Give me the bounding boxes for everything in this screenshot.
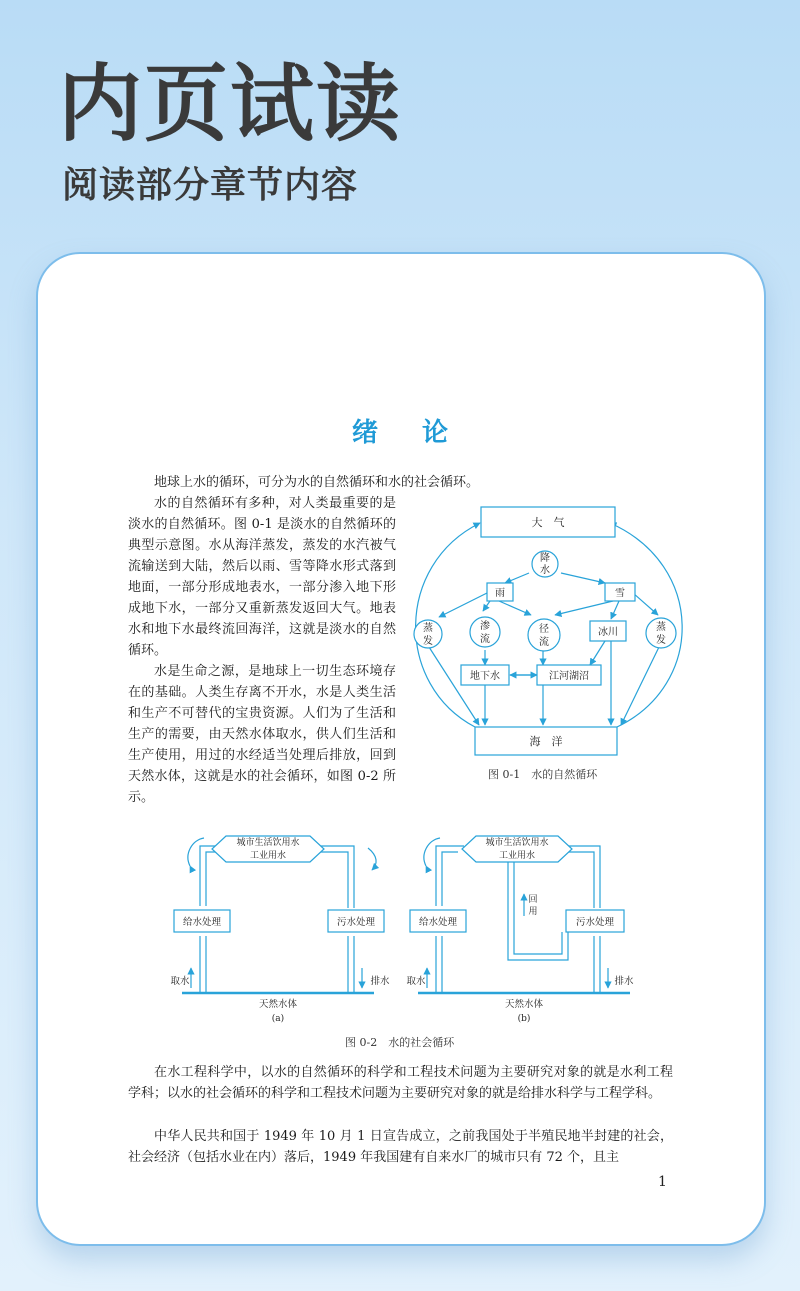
fig1-atmosphere-label: 大 气 [531,516,565,529]
banner-subtitle: 阅读部分章节内容 [62,165,359,206]
fig1-runoff-1: 径 [539,624,549,635]
fig1-precip-label-2: 水 [540,565,550,576]
fig2a-city-bottom: 工业用水 [249,851,287,861]
paragraph-intro: 地球上水的循环，可分为水的自然循环和水的社会循环。 [154,475,480,490]
fig2b-reuse-1: 回 [528,895,538,905]
fig2a-supply-treatment: 给水处理 [182,917,222,928]
fig1-infiltration-2: 流 [480,634,490,645]
fig1-evap-left-2: 发 [423,636,433,647]
fig1-evap-right-1: 蒸 [656,622,666,633]
fig2a-label: (a) [271,1014,285,1024]
paragraph-history: 中华人民共和国于 1949 年 10 月 1 日宣告成立，之前我国处于半殖民地半封建的社会，社会经济（包括水业在内）落后，1949 年我国建有自来水厂的城市只有 72 个，且主 [128,1129,673,1165]
paragraph-natural-cycle: 水的自然循环有多种，对人类最重要的是淡水的自然循环。图 0-1 是淡水的自然循环的典型示意图。水从海洋蒸发，蒸发的水汽被气流输送到大陆，然后以雨、雪等降水形式落到地面，一部分形成地表水，一部分渗入地下形成地下水，一部分又重新蒸发返回大气。地表水和地下水最终流回海洋，这就是淡水的自然循环。 [128,496,396,658]
fig1-evap-left-1: 蒸 [423,623,433,634]
paragraph-social-cycle: 水是生命之源，是地球上一切生态环境存在的基础。人类生存离不开水，水是人类生活和生产不可替代的宝贵资源。人们为了生活和生产的需要，由天然水体取水，供人们生活和生产使用，用过的水经适当处理后排放，回到天然水体，这就是水的社会循环，如图 0-2 所示。 [128,664,396,805]
fig2a-natural-water: 天然水体 [258,999,298,1010]
fig2b-city-top: 城市生活饮用水 [485,838,549,848]
fig1-glacier-label: 冰川 [598,627,618,638]
page-number: 1 [658,1174,667,1190]
fig2a-city-top: 城市生活饮用水 [236,838,300,848]
fig1-infiltration-1: 渗 [480,621,490,632]
fig1-rivers-lakes-label: 江河湖沼 [549,671,589,682]
fig2b-natural-water: 天然水体 [504,999,544,1010]
fig1-snow-label: 雪 [615,588,625,599]
figure2-caption: 图 0-2 水的社会循环 [345,1036,455,1049]
chapter-heading: 绪论 [351,418,492,448]
fig2b-reuse-2: 用 [528,907,538,917]
fig2a-discharge: 排水 [370,976,390,987]
fig1-precip-label-1: 降 [540,553,550,564]
fig2b-discharge: 排水 [614,976,634,987]
banner-title: 内页试读 [58,55,403,153]
social-water-cycle-diagram [168,818,638,1028]
fig2b-supply-treatment: 给水处理 [418,917,458,928]
fig1-evap-right-2: 发 [656,635,666,646]
natural-water-cycle-diagram [405,495,700,763]
fig1-groundwater-label: 地下水 [470,671,500,682]
fig1-runoff-2: 流 [539,637,549,648]
fig2a-sewage-treatment: 污水处理 [336,917,376,928]
fig1-ocean-label: 海 洋 [529,735,563,748]
paragraph-disciplines: 在水工程科学中，以水的自然循环的科学和工程技术问题为主要研究对象的就是水利工程学科；以水的社会循环的科学和工程技术问题为主要研究对象的就是给排水科学与工程学科。 [128,1065,673,1101]
figure1-caption: 图 0-1 水的自然循环 [488,768,598,781]
fig1-rain-label: 雨 [495,588,505,599]
fig2b-intake: 取水 [406,976,426,987]
fig2b-label: (b) [517,1014,531,1024]
fig2a-intake: 取水 [170,976,190,987]
fig2b-sewage-treatment: 污水处理 [575,917,615,928]
fig2b-city-bottom: 工业用水 [498,851,536,861]
